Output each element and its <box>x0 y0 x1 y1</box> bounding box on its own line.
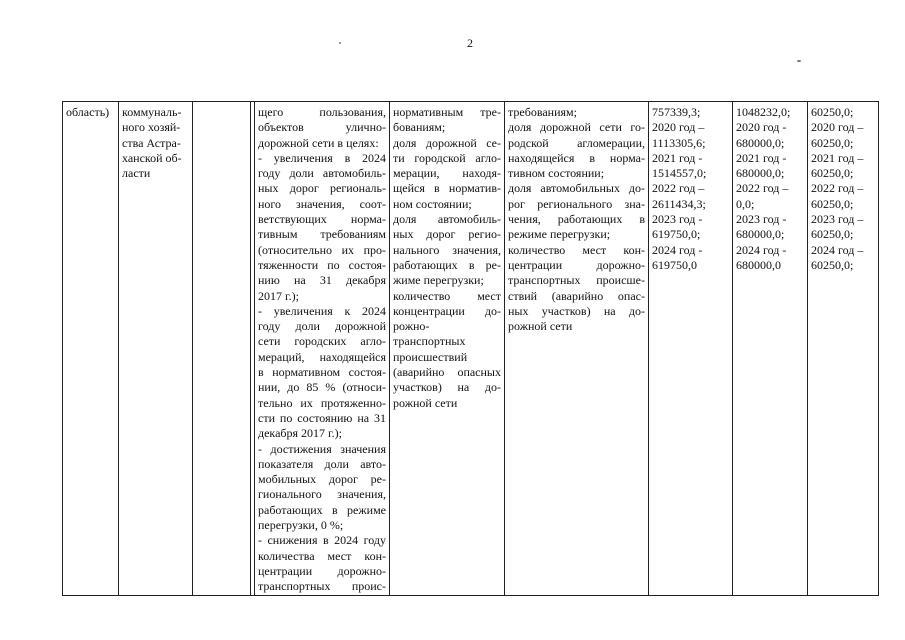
cell-text-line: 2021 год - <box>652 150 703 165</box>
cell-text-line: 2020 год – <box>652 120 705 135</box>
cell-text-line: 2024 год – <box>811 242 864 257</box>
cell-text-line: 680000,0; <box>736 227 785 242</box>
cell-text-line: мерации, находя- <box>393 166 501 181</box>
cell-text-line: ных участков) на до- <box>508 303 645 318</box>
table-row <box>63 102 879 596</box>
cell-text-line: 619750,0 <box>652 257 697 272</box>
cell-text-line: 60250,0; <box>811 196 854 211</box>
cell-empty-1 <box>193 102 251 596</box>
cell-text-line: нии, до 85 % (относи- <box>258 380 386 395</box>
scan-speck <box>339 42 341 44</box>
cell-text-line: сети городских агло- <box>258 334 386 349</box>
cell-text-line: 2021 год - <box>736 150 787 165</box>
cell-text-line: 2023 год - <box>736 212 787 227</box>
cell-text-line: перегрузки, 0 %; <box>258 518 344 533</box>
cell-text-line: 757339,3; <box>652 105 701 119</box>
cell-text-line: рожной сети <box>508 319 573 334</box>
cell-text-line: ных дорог регио- <box>393 227 501 242</box>
cell-text-line: концентрации до- <box>393 303 501 318</box>
cell-text-line: работающих в режиме <box>258 502 386 517</box>
cell-text-line: доля дорожной сети го- <box>508 120 645 135</box>
cell-text-line: количество мест <box>393 288 501 303</box>
cell-text-line: бованиям; <box>393 120 446 135</box>
cell-region <box>63 102 119 596</box>
cell-text-line: 60250,0; <box>811 105 854 119</box>
cell-indicators <box>390 102 505 596</box>
cell-text-line: центрации дорожно- <box>508 257 645 272</box>
cell-text-line: - увеличения в 2024 <box>258 150 386 165</box>
cell-text-line: ветствующих норма- <box>258 212 386 227</box>
cell-text-line: ного значения, соот- <box>258 196 386 211</box>
cell-objectives <box>255 102 390 596</box>
cell-text-line: тивным требованиям <box>258 227 386 242</box>
cell-text-line: объектов улично- <box>258 120 386 135</box>
cell-text-line: декабря 2017 г.); <box>258 426 342 441</box>
cell-text-line: доля автомобильных до- <box>508 181 645 196</box>
cell-text-line: тивном состоянии; <box>508 166 605 181</box>
cell-text-line: требованиям; <box>508 105 577 119</box>
cell-text-line: 2023 год - <box>652 212 703 227</box>
cell-text-line: 2017 г.); <box>258 288 299 303</box>
cell-text-line: работающих в ре- <box>393 257 501 272</box>
cell-text-line: 2022 год – <box>736 181 789 196</box>
cell-text-line: 0,0; <box>736 196 755 211</box>
cell-text-line: нального значения, <box>393 242 501 257</box>
cell-text-line: мобильных дорог ре- <box>258 472 386 487</box>
cell-text-line: транспортных происше- <box>508 273 645 288</box>
cell-text-line: ном состоянии; <box>393 196 472 211</box>
cell-text-line: 2024 год - <box>652 242 703 257</box>
cell-text-line: рог регионального зна- <box>508 196 645 211</box>
cell-text-line: 1113305,6; <box>652 135 706 150</box>
cell-text-line: 60250,0; <box>811 135 854 150</box>
cell-text-line: (аварийно опасных <box>393 365 501 380</box>
cell-text-line: 1514557,0; <box>652 166 707 181</box>
cell-text-line: 2611434,3; <box>652 196 706 211</box>
cell-funding-federal <box>733 102 808 596</box>
cell-text-line: тяженности по состоя- <box>258 257 386 272</box>
cell-text-line: ти городской агло- <box>393 150 501 165</box>
cell-text-line: тельно их протяженно- <box>258 395 386 410</box>
cell-text-line: 2022 год – <box>652 181 705 196</box>
cell-text-line: транспортных <box>393 334 466 349</box>
cell-text-line: ных дорог региональ- <box>258 181 386 196</box>
cell-text-line: нию на 31 декабря <box>258 273 386 288</box>
cell-text-line: - снижения в 2024 году <box>258 533 386 548</box>
cell-text-line: количество мест кон- <box>508 242 645 257</box>
cell-text-line: ханской об- <box>122 150 182 165</box>
cell-text-line: щейся в норматив- <box>393 181 501 196</box>
cell-text-line: участков) на до- <box>393 380 501 395</box>
cell-text-line: ного хозяй- <box>122 120 181 135</box>
cell-text-line: происшествий <box>393 349 468 364</box>
cell-text-line: щего пользования, <box>258 105 386 119</box>
document-table <box>62 101 879 596</box>
cell-text-line: доля дорожной се- <box>393 135 501 150</box>
cell-text-line: находящейся в норма- <box>508 150 645 165</box>
cell-text-line: коммуналь- <box>122 105 182 119</box>
cell-text-line: (относительно их про- <box>258 242 386 257</box>
cell-text-line: 60250,0; <box>811 257 854 272</box>
cell-funding-regional <box>808 102 879 596</box>
cell-text-line: 2022 год – <box>811 181 864 196</box>
cell-text-line: сти по состоянию на 31 <box>258 410 386 425</box>
page-number: 2 <box>467 36 473 50</box>
cell-text-line: году доли дорожной <box>258 319 386 334</box>
cell-text-line: - достижения значения <box>258 441 386 456</box>
cell-text-line: 1048232,0; <box>736 105 791 119</box>
cell-executor <box>119 102 193 596</box>
cell-text-line: дорожной сети в целях: <box>258 135 379 150</box>
cell-text-line: родской агломерации, <box>508 135 645 150</box>
cell-text-line: - увеличения к 2024 <box>258 303 386 318</box>
cell-text-line: 2024 год - <box>736 242 787 257</box>
cell-text-line: жиме перегрузки; <box>393 273 484 288</box>
cell-text-line: 619750,0; <box>652 227 701 242</box>
cell-results <box>505 102 649 596</box>
cell-text-line: транспортных проис- <box>258 579 386 594</box>
cell-text-line: нормативным тре- <box>393 105 501 119</box>
cell-text-line: ствий (аварийно опас- <box>508 288 645 303</box>
cell-text-line: количества мест кон- <box>258 548 386 563</box>
cell-text-line: гионального значения, <box>258 487 386 502</box>
cell-text-line: 2020 год - <box>736 120 787 135</box>
cell-text-line: ласти <box>122 166 151 181</box>
cell-text-line: 2023 год – <box>811 212 864 227</box>
cell-text-line: 680000,0; <box>736 135 785 150</box>
cell-text-line: 60250,0; <box>811 227 854 242</box>
cell-text-line: в нормативном состоя- <box>258 365 386 380</box>
cell-text-line: 2020 год – <box>811 120 864 135</box>
cell-text-line: году доли автомобиль- <box>258 166 386 181</box>
cell-text-line: центрации дорожно- <box>258 563 386 578</box>
cell-text-line: мераций, находящейся <box>258 349 386 364</box>
scan-speck <box>797 60 801 62</box>
cell-text-line: 60250,0; <box>811 166 854 181</box>
cell-text-line: рожно- <box>393 319 430 334</box>
cell-text-line: 2021 год – <box>811 150 864 165</box>
cell-text-line: 680000,0 <box>736 257 781 272</box>
cell-text-line: область) <box>66 105 110 119</box>
cell-text-line: показателя доли авто- <box>258 456 386 471</box>
cell-text-line: 680000,0; <box>736 166 785 181</box>
cell-text-line: доля автомобиль- <box>393 212 501 227</box>
cell-text-line: рожной сети <box>393 395 458 410</box>
cell-funding-total <box>649 102 733 596</box>
cell-text-line: режиме перегрузки; <box>508 227 611 242</box>
cell-text-line: ства Астра- <box>122 135 181 150</box>
cell-text-line: чения, работающих в <box>508 212 645 227</box>
